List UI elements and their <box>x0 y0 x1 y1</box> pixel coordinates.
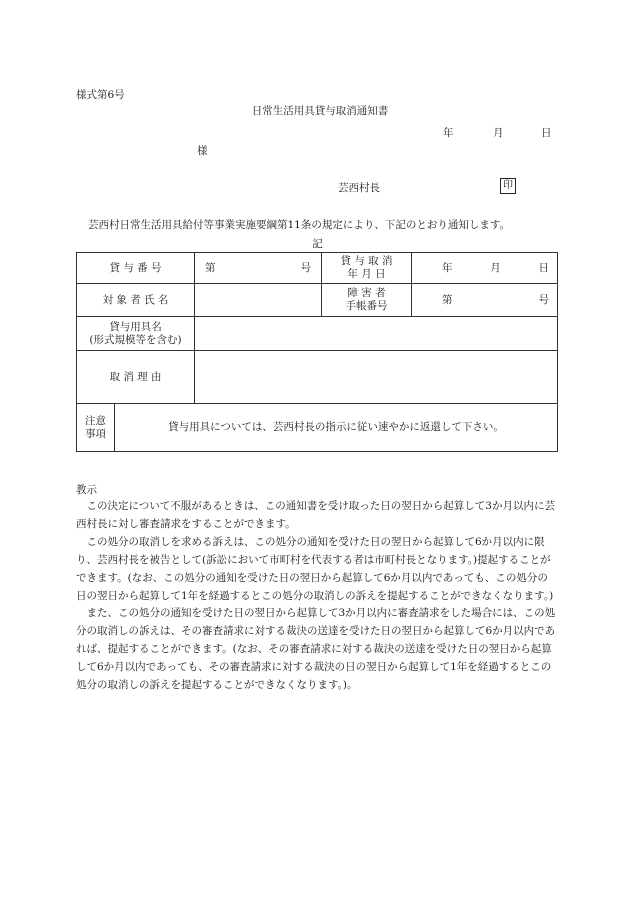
loan-cancel-date-cell <box>412 253 558 284</box>
disability-book-label <box>322 284 412 317</box>
table-row <box>77 253 558 284</box>
date-year: 年 <box>443 127 454 139</box>
equipment-label-line2: (形式規模等を含む) <box>89 333 182 346</box>
disability-label-line2: 手帳番号 <box>345 300 388 312</box>
equipment-name-value <box>195 317 558 351</box>
loan-date-year: 年 <box>442 261 453 274</box>
addressee-honorific: 様 <box>197 145 208 157</box>
disability-prefix: 第 <box>442 293 453 306</box>
issuer-name: 芸西村長 <box>338 182 380 194</box>
equipment-name-label <box>77 317 195 351</box>
notes-text: 貸与用具については、芸西村長の指示に従い速やかに返還して下さい。 <box>115 404 558 452</box>
disability-suffix: 号 <box>538 293 550 306</box>
instruction-paragraph-2: この処分の取消しを求める訴えは、この処分の通知を受けた日の翌日から起算して6か月以内に限り、芸西村長を被告として(訴訟において市町村を代表する者は市町村長となります。)提起することができます。(なお、この処分の通知を受けた日の翌日から起算して6か月以内であっても、この処分の日の翌日から起算して1年を経過するとこの処分の取消しの訴えを提起することができなくなります。) <box>76 536 554 602</box>
intro-text: 芸西村日常生活用具給付等事業実施要綱第11条の規定により、下記のとおり通知します。 <box>88 219 511 231</box>
disability-book-cell <box>412 284 558 317</box>
instruction-paragraph-3: また、この処分の通知を受けた日の翌日から起算して3か月以内に審査請求をした場合には、この処分の取消しの訴えは、その審査請求に対する裁決の送達を受けた日の翌日から起算して6か月以内であれば、提起することができます。(なお、その審査請求に対する裁決の送達を受けた日の翌日から起算して6か月以内であっても、その審査請求に対する裁決の日の翌日から起算して1年を経過するとこの処分の取消しの訴えを提起することができなくなります。)。 <box>76 607 556 691</box>
form-number: 様式第6号 <box>76 89 125 101</box>
date-day: 日 <box>541 127 552 139</box>
disability-label-line1: 障 害 者 <box>347 287 386 299</box>
table-row <box>77 317 558 351</box>
instruction-heading: 教示 <box>76 484 97 496</box>
table-row <box>77 351 558 404</box>
loan-date-month: 月 <box>490 261 501 274</box>
notice-table <box>76 252 558 452</box>
loan-cancel-date-label-line2: 年 月 日 <box>347 268 386 280</box>
notes-label-line2: 事項 <box>85 427 106 440</box>
loan-number-cell <box>195 253 322 284</box>
ki-heading: 記 <box>312 238 323 250</box>
notes-label-line1: 注意 <box>85 414 106 427</box>
equipment-label-line1: 貸与用具名 <box>109 320 162 333</box>
loan-number-prefix: 第 <box>205 261 216 274</box>
notes-label <box>77 404 115 452</box>
subject-name-label: 対 象 者 氏 名 <box>77 284 195 317</box>
loan-number-label: 貸 与 番 号 <box>77 253 195 284</box>
date-month: 月 <box>493 127 504 139</box>
date-line <box>443 125 552 140</box>
table-row <box>77 284 558 317</box>
loan-cancel-date-label-line1: 貸 与 取 消 <box>340 255 393 267</box>
table-row <box>77 404 558 452</box>
instruction-paragraph-1: この決定について不服があるときは、この通知書を受け取った日の翌日から起算して3か月以内に芸西村長に対し審査請求をすることができます。 <box>76 500 555 530</box>
loan-number-suffix: 号 <box>300 261 312 274</box>
seal-mark: 印 <box>500 178 516 194</box>
cancel-reason-label: 取 消 理 由 <box>77 351 195 404</box>
loan-cancel-date-label <box>322 253 412 284</box>
loan-date-day: 日 <box>538 261 550 274</box>
document-title: 日常生活用具貸与取消通知書 <box>251 105 389 117</box>
subject-name-value <box>195 284 322 317</box>
cancel-reason-value <box>195 351 558 404</box>
